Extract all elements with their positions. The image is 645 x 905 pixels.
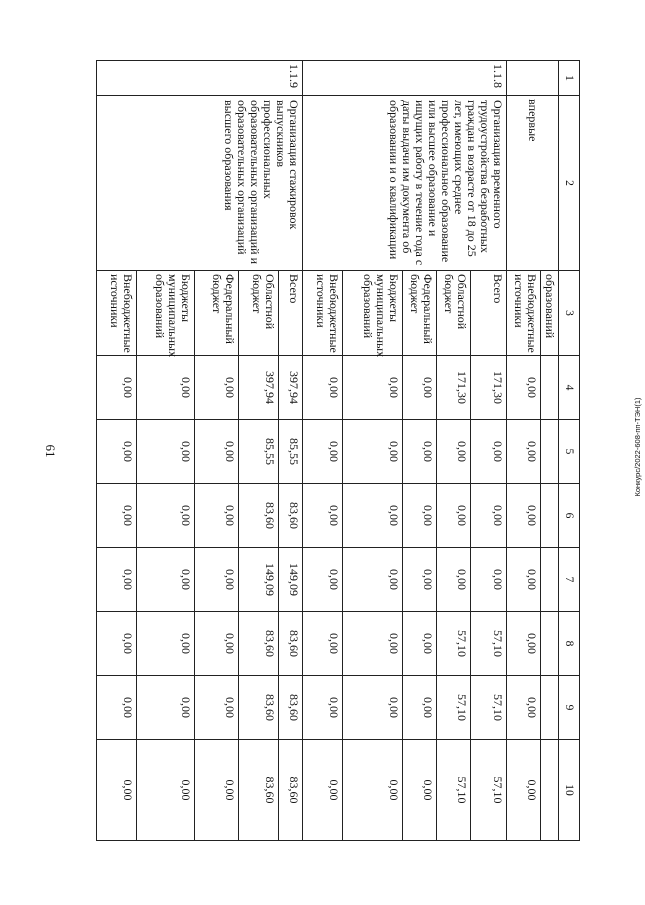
value-cell: 171,30 — [437, 356, 471, 420]
table-header-row — [559, 61, 580, 841]
source-cell: Внебюджетные источники — [507, 271, 541, 356]
value-cell — [541, 356, 559, 420]
value-cell: 0,00 — [303, 484, 343, 548]
table-row — [541, 61, 559, 841]
value-cell — [541, 484, 559, 548]
page-number: 61 — [43, 444, 58, 458]
value-cell: 0,00 — [471, 548, 507, 612]
value-cell: 0,00 — [403, 484, 437, 548]
source-cell: Областной бюджет — [239, 271, 279, 356]
value-cell: 0,00 — [97, 740, 137, 841]
value-cell: 0,00 — [507, 676, 541, 740]
value-cell: 0,00 — [303, 612, 343, 676]
value-cell: 0,00 — [403, 740, 437, 841]
value-cell: 0,00 — [303, 740, 343, 841]
value-cell: 0,00 — [507, 484, 541, 548]
header-cell: 3 — [559, 271, 580, 356]
value-cell: 0,00 — [507, 548, 541, 612]
value-cell: 171,30 — [471, 356, 507, 420]
value-cell — [541, 676, 559, 740]
value-cell: 83,60 — [239, 676, 279, 740]
value-cell: 0,00 — [343, 548, 403, 612]
value-cell: 83,60 — [279, 484, 303, 548]
value-cell: 0,00 — [195, 612, 239, 676]
value-cell: 0,00 — [137, 420, 195, 484]
value-cell: 83,60 — [279, 612, 303, 676]
value-cell: 85,55 — [239, 420, 279, 484]
value-cell: 85,55 — [279, 420, 303, 484]
value-cell: 0,00 — [403, 548, 437, 612]
value-cell: 0,00 — [195, 548, 239, 612]
value-cell: 57,10 — [437, 740, 471, 841]
value-cell: 0,00 — [195, 420, 239, 484]
value-cell: 149,09 — [239, 548, 279, 612]
value-cell: 57,10 — [437, 676, 471, 740]
source-cell: Федеральный бюджет — [403, 271, 437, 356]
value-cell: 0,00 — [437, 484, 471, 548]
value-cell: 0,00 — [507, 356, 541, 420]
value-cell: 0,00 — [403, 612, 437, 676]
value-cell: 0,00 — [195, 484, 239, 548]
value-cell: 0,00 — [97, 484, 137, 548]
rotated-table-area — [100, 60, 580, 840]
code-cell: 1.1.9 — [97, 61, 303, 96]
header-cell: 5 — [559, 420, 580, 484]
code-cell — [507, 61, 559, 96]
value-cell: 0,00 — [137, 484, 195, 548]
value-cell: 57,10 — [471, 740, 507, 841]
header-cell: 1 — [559, 61, 580, 96]
value-cell: 0,00 — [343, 420, 403, 484]
name-cell: Организация стажировок выпускников профессиональных образовательных организаций и образовательных организаций высшего образования — [97, 96, 303, 271]
value-cell: 0,00 — [471, 484, 507, 548]
source-cell: образований — [541, 271, 559, 356]
header-cell: 9 — [559, 676, 580, 740]
value-cell: 0,00 — [137, 676, 195, 740]
value-cell: 0,00 — [97, 548, 137, 612]
value-cell: 57,10 — [437, 612, 471, 676]
value-cell — [541, 420, 559, 484]
value-cell: 0,00 — [437, 548, 471, 612]
value-cell: 0,00 — [97, 676, 137, 740]
value-cell: 0,00 — [403, 356, 437, 420]
value-cell: 0,00 — [343, 740, 403, 841]
name-cell: впервые — [507, 96, 559, 271]
source-cell: Внебюджетные источники — [97, 271, 137, 356]
source-cell: Всего — [279, 271, 303, 356]
value-cell: 0,00 — [137, 548, 195, 612]
value-cell: 0,00 — [97, 420, 137, 484]
table-row — [471, 61, 507, 841]
header-cell: 10 — [559, 740, 580, 841]
footer-code: Конкурс/2022-608-пп-ТЭН(1) — [633, 397, 642, 497]
source-cell: Бюджеты муниципальных образований — [137, 271, 195, 356]
source-cell: Бюджеты муниципальных образований — [343, 271, 403, 356]
source-cell: Федеральный бюджет — [195, 271, 239, 356]
value-cell: 0,00 — [97, 356, 137, 420]
header-cell: 7 — [559, 548, 580, 612]
value-cell — [541, 548, 559, 612]
value-cell: 0,00 — [137, 740, 195, 841]
code-cell: 1.1.8 — [303, 61, 507, 96]
value-cell: 0,00 — [195, 676, 239, 740]
value-cell: 83,60 — [239, 740, 279, 841]
value-cell: 0,00 — [97, 612, 137, 676]
value-cell: 0,00 — [507, 612, 541, 676]
value-cell: 0,00 — [137, 612, 195, 676]
name-cell: Организация временного трудоустройства безработных граждан в возрасте от 18 до 25 лет, имеющих среднее профессиональное образование или высшее образование и ищущих работу в течение года с даты выдачи им документа об образовании и о квалификации — [303, 96, 507, 271]
value-cell: 83,60 — [279, 740, 303, 841]
header-cell: 6 — [559, 484, 580, 548]
budget-table — [96, 60, 580, 841]
value-cell: 0,00 — [507, 740, 541, 841]
value-cell: 0,00 — [137, 356, 195, 420]
value-cell: 0,00 — [303, 356, 343, 420]
value-cell: 57,10 — [471, 676, 507, 740]
table-row — [279, 61, 303, 841]
value-cell: 83,60 — [279, 676, 303, 740]
value-cell: 0,00 — [403, 676, 437, 740]
source-cell: Внебюджетные источники — [303, 271, 343, 356]
value-cell: 83,60 — [239, 484, 279, 548]
value-cell: 0,00 — [343, 484, 403, 548]
value-cell: 0,00 — [303, 420, 343, 484]
source-cell: Областной бюджет — [437, 271, 471, 356]
value-cell: 0,00 — [471, 420, 507, 484]
header-cell: 2 — [559, 96, 580, 271]
value-cell: 397,94 — [239, 356, 279, 420]
value-cell: 149,09 — [279, 548, 303, 612]
value-cell: 0,00 — [343, 612, 403, 676]
value-cell: 0,00 — [195, 740, 239, 841]
value-cell: 0,00 — [507, 420, 541, 484]
value-cell: 0,00 — [303, 676, 343, 740]
header-cell: 4 — [559, 356, 580, 420]
source-cell: Всего — [471, 271, 507, 356]
value-cell — [541, 612, 559, 676]
value-cell: 0,00 — [343, 676, 403, 740]
value-cell: 0,00 — [403, 420, 437, 484]
value-cell: 0,00 — [343, 356, 403, 420]
value-cell: 397,94 — [279, 356, 303, 420]
value-cell: 57,10 — [471, 612, 507, 676]
value-cell — [541, 740, 559, 841]
value-cell: 83,60 — [239, 612, 279, 676]
value-cell: 0,00 — [437, 420, 471, 484]
header-cell: 8 — [559, 612, 580, 676]
value-cell: 0,00 — [195, 356, 239, 420]
value-cell: 0,00 — [303, 548, 343, 612]
